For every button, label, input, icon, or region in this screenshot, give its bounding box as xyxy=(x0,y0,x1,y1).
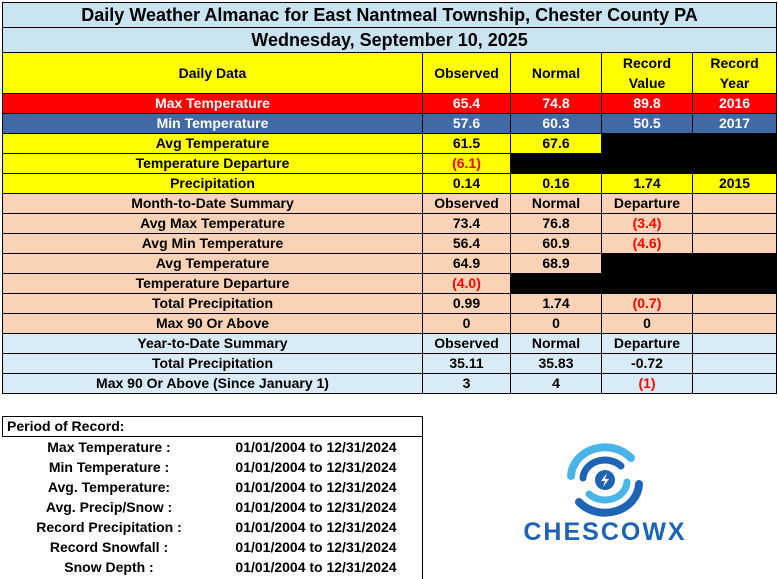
blank-cell xyxy=(693,274,777,294)
hurricane-swirl-icon xyxy=(470,440,740,550)
normal-value: 1.74 xyxy=(511,294,602,314)
observed-value: (4.0) xyxy=(423,274,511,294)
table-row-precipitation xyxy=(3,174,777,194)
record-value: 50.5 xyxy=(602,114,693,134)
departure-value: -0.72 xyxy=(602,354,693,374)
table-row-month-max-90 xyxy=(3,314,777,334)
departure-value: (4.6) xyxy=(602,234,693,254)
blank-cell xyxy=(602,134,693,154)
column-header: Normal xyxy=(511,53,602,94)
period-label: Max Temperature : xyxy=(47,439,171,455)
period-row xyxy=(2,557,423,577)
blank-cell xyxy=(602,274,693,294)
table-row-year-total-precipitation xyxy=(3,354,777,374)
observed-value: 0.99 xyxy=(423,294,511,314)
empty-cell xyxy=(693,314,777,334)
observed-value: 0 xyxy=(423,314,511,334)
blank-cell xyxy=(693,154,777,174)
period-row xyxy=(2,457,423,477)
column-header: Observed xyxy=(423,194,511,214)
column-header: Normal xyxy=(511,194,602,214)
table-row-year-max-90 xyxy=(3,374,777,394)
year-header-row xyxy=(3,334,777,354)
period-label: Avg. Temperature: xyxy=(47,479,171,495)
section-header: Year-to-Date Summary xyxy=(3,334,423,354)
observed-value: 64.9 xyxy=(423,254,511,274)
period-range: 01/01/2004 to 12/31/2024 xyxy=(235,499,397,515)
almanac-table xyxy=(2,2,777,394)
record-year: 2017 xyxy=(693,114,777,134)
column-header: Record Value xyxy=(602,53,693,94)
normal-value: 0 xyxy=(511,314,602,334)
row-label: Total Precipitation xyxy=(3,294,423,314)
column-header: Departure xyxy=(602,194,693,214)
observed-value: 3 xyxy=(423,374,511,394)
empty-cell xyxy=(693,294,777,314)
table-row-avg-min-temperature xyxy=(3,234,777,254)
period-range: 01/01/2004 to 12/31/2024 xyxy=(235,519,397,535)
empty-cell xyxy=(693,194,777,214)
empty-cell xyxy=(693,374,777,394)
observed-value: 57.6 xyxy=(423,114,511,134)
observed-value: 35.11 xyxy=(423,354,511,374)
departure-value: (1) xyxy=(602,374,693,394)
row-label: Temperature Departure xyxy=(3,274,423,294)
departure-value: 0 xyxy=(602,314,693,334)
row-label: Min Temperature xyxy=(3,114,423,134)
row-label: Avg Temperature xyxy=(3,134,423,154)
normal-value: 68.9 xyxy=(511,254,602,274)
empty-cell xyxy=(693,354,777,374)
page-title: Daily Weather Almanac for East Nantmeal Township, Chester County PA xyxy=(3,3,777,28)
period-label: Avg. Precip/Snow : xyxy=(45,499,173,515)
section-header: Month-to-Date Summary xyxy=(3,194,423,214)
row-label: Avg Max Temperature xyxy=(3,214,423,234)
period-label: Record Snowfall : xyxy=(49,539,169,555)
table-row-avg-max-temperature xyxy=(3,214,777,234)
record-year: 2015 xyxy=(693,174,777,194)
blank-cell xyxy=(511,154,602,174)
period-of-record xyxy=(2,416,423,579)
observed-value: (6.1) xyxy=(423,154,511,174)
period-row xyxy=(2,497,423,517)
chescowx-logo xyxy=(470,440,740,550)
observed-value: 0.14 xyxy=(423,174,511,194)
period-label: Snow Depth : xyxy=(64,559,154,575)
observed-value: 56.4 xyxy=(423,234,511,254)
report-date: Wednesday, September 10, 2025 xyxy=(3,28,777,53)
row-label: Max Temperature xyxy=(3,94,423,114)
table-row-month-avg-temperature xyxy=(3,254,777,274)
blank-cell xyxy=(602,154,693,174)
record-value: 89.8 xyxy=(602,94,693,114)
empty-cell xyxy=(693,234,777,254)
row-label: Temperature Departure xyxy=(3,154,423,174)
period-range: 01/01/2004 to 12/31/2024 xyxy=(235,539,397,555)
period-title: Period of Record: xyxy=(2,416,423,437)
period-row xyxy=(2,537,423,557)
daily-header-row xyxy=(3,53,777,94)
normal-value: 0.16 xyxy=(511,174,602,194)
period-label: Record Precipitation : xyxy=(36,519,182,535)
row-label: Total Precipitation xyxy=(3,354,423,374)
blank-cell xyxy=(511,274,602,294)
normal-value: 74.8 xyxy=(511,94,602,114)
column-header: Record Year xyxy=(693,53,777,94)
period-row xyxy=(2,517,423,537)
row-label: Max 90 Or Above xyxy=(3,314,423,334)
departure-value: (0.7) xyxy=(602,294,693,314)
row-label: Max 90 Or Above (Since January 1) xyxy=(3,374,423,394)
blank-cell xyxy=(693,254,777,274)
row-label: Precipitation xyxy=(3,174,423,194)
normal-value: 4 xyxy=(511,374,602,394)
record-value: 1.74 xyxy=(602,174,693,194)
observed-value: 73.4 xyxy=(423,214,511,234)
logo-text: CHESCOWX xyxy=(523,518,687,546)
period-range: 01/01/2004 to 12/31/2024 xyxy=(235,459,397,475)
normal-value: 76.8 xyxy=(511,214,602,234)
blank-cell xyxy=(693,134,777,154)
period-range: 01/01/2004 to 12/31/2024 xyxy=(235,479,397,495)
period-label: Min Temperature : xyxy=(48,459,170,475)
table-row-max-temperature xyxy=(3,94,777,114)
row-label: Avg Temperature xyxy=(3,254,423,274)
blank-cell xyxy=(602,254,693,274)
table-row-min-temperature xyxy=(3,114,777,134)
normal-value: 60.3 xyxy=(511,114,602,134)
column-header: Daily Data xyxy=(3,53,423,94)
record-year: 2016 xyxy=(693,94,777,114)
normal-value: 35.83 xyxy=(511,354,602,374)
departure-value: (3.4) xyxy=(602,214,693,234)
column-header: Observed xyxy=(423,334,511,354)
column-header: Departure xyxy=(602,334,693,354)
table-row-temperature-departure xyxy=(3,154,777,174)
period-row xyxy=(2,477,423,497)
normal-value: 67.6 xyxy=(511,134,602,154)
table-row-avg-temperature xyxy=(3,134,777,154)
month-header-row xyxy=(3,194,777,214)
period-range: 01/01/2004 to 12/31/2024 xyxy=(235,439,397,455)
table-row-month-temperature-departure xyxy=(3,274,777,294)
normal-value: 60.9 xyxy=(511,234,602,254)
empty-cell xyxy=(693,334,777,354)
observed-value: 65.4 xyxy=(423,94,511,114)
period-row xyxy=(2,437,423,457)
empty-cell xyxy=(693,214,777,234)
column-header: Observed xyxy=(423,53,511,94)
row-label: Avg Min Temperature xyxy=(3,234,423,254)
observed-value: 61.5 xyxy=(423,134,511,154)
table-row-month-total-precipitation xyxy=(3,294,777,314)
period-range: 01/01/2004 to 12/31/2024 xyxy=(235,559,397,575)
column-header: Normal xyxy=(511,334,602,354)
